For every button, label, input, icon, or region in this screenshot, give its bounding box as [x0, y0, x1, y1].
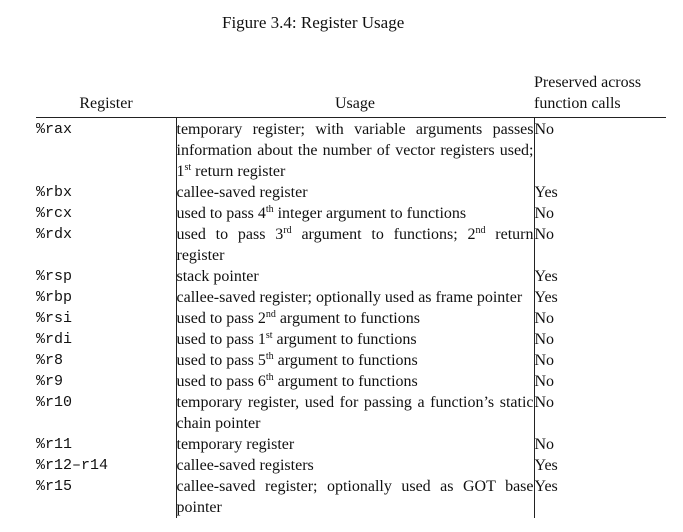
table-row — [36, 476, 666, 518]
usage-text: used to pass 5 — [176, 352, 266, 369]
register-name: %r8 — [36, 350, 176, 371]
register-name: %rbx — [36, 182, 176, 203]
ordinal-suffix: nd — [475, 225, 486, 236]
ordinal-suffix: rd — [283, 225, 292, 236]
preserved-value: No — [534, 331, 555, 348]
usage-text: callee-saved register — [176, 184, 308, 201]
register-name: %rax — [36, 118, 176, 183]
ordinal-suffix: st — [265, 330, 273, 341]
preserved-value: No — [534, 373, 555, 390]
header-preserved-line1: Preserved across — [534, 74, 642, 91]
register-name: %r10 — [36, 392, 176, 434]
ordinal-suffix: st — [184, 162, 192, 173]
preserved-value: Yes — [534, 478, 558, 495]
register-usage — [176, 266, 534, 287]
preserved-value: No — [534, 205, 555, 222]
register-usage — [176, 287, 534, 308]
usage-text: used to pass 2 — [176, 310, 266, 327]
register-usage — [176, 118, 534, 183]
usage-text: argument to functions — [275, 310, 420, 327]
preserved-value: No — [534, 352, 555, 369]
usage-text: used to pass 1 — [176, 331, 266, 348]
preserved-value: Yes — [534, 289, 558, 306]
table-row — [36, 455, 666, 476]
header-usage: Usage — [176, 72, 534, 118]
register-name: %r15 — [36, 476, 176, 518]
register-usage-table — [36, 72, 666, 518]
usage-text: return register — [176, 226, 534, 264]
table-row — [36, 392, 666, 434]
usage-text: used to pass 3 — [176, 226, 284, 243]
register-usage — [176, 392, 534, 434]
figure-caption: Figure 3.4: Register Usage — [222, 13, 405, 32]
register-name: %r11 — [36, 434, 176, 455]
register-name: %rbp — [36, 287, 176, 308]
usage-text: temporary register, used for passing a function’s static chain pointer — [176, 394, 534, 432]
table-row — [36, 350, 666, 371]
header-row — [36, 72, 666, 118]
register-name: %rsp — [36, 266, 176, 287]
register-usage — [176, 203, 534, 224]
register-usage — [176, 224, 534, 266]
table-row — [36, 266, 666, 287]
register-name: %r9 — [36, 371, 176, 392]
usage-text: integer argument to functions — [273, 205, 467, 222]
table-row — [36, 371, 666, 392]
usage-text: used to pass 4 — [176, 205, 266, 222]
usage-text: callee-saved register; optionally used as GOT base pointer — [176, 478, 534, 516]
preserved-value: No — [534, 310, 555, 327]
preserved-value: Yes — [534, 184, 558, 201]
register-usage — [176, 434, 534, 455]
register-usage — [176, 182, 534, 203]
table-header — [36, 72, 666, 118]
register-name: %r12–r14 — [36, 455, 176, 476]
register-usage — [176, 329, 534, 350]
header-preserved — [534, 72, 666, 118]
usage-text: return register — [191, 163, 286, 180]
register-usage — [176, 308, 534, 329]
header-register: Register — [36, 72, 176, 118]
table-row — [36, 287, 666, 308]
preserved-value: No — [534, 226, 555, 243]
register-usage — [176, 455, 534, 476]
register-name: %rdx — [36, 224, 176, 266]
usage-text: used to pass 6 — [176, 373, 266, 390]
table-row — [36, 182, 666, 203]
preserved-value: No — [534, 394, 555, 411]
ordinal-suffix: th — [265, 351, 274, 362]
usage-text: argument to functions — [272, 331, 417, 348]
usage-text: callee-saved registers — [176, 457, 314, 474]
usage-text: argument to functions; 2 — [291, 226, 476, 243]
table-row — [36, 434, 666, 455]
usage-text: argument to functions — [273, 373, 418, 390]
preserved-value: No — [534, 121, 555, 138]
usage-text: temporary register; with variable arguments passes information about the number of vector registers used; 1 — [176, 121, 534, 180]
table-row — [36, 224, 666, 266]
register-usage — [176, 476, 534, 518]
usage-text: argument to functions — [273, 352, 418, 369]
preserved-value: No — [534, 436, 555, 453]
register-name: %rsi — [36, 308, 176, 329]
usage-text: stack pointer — [176, 268, 259, 285]
table-row — [36, 203, 666, 224]
table-row — [36, 329, 666, 350]
register-usage — [176, 371, 534, 392]
table-row — [36, 118, 666, 183]
usage-text: callee-saved register; optionally used as frame pointer — [176, 289, 523, 306]
ordinal-suffix: th — [265, 204, 274, 215]
register-name: %rcx — [36, 203, 176, 224]
table-row — [36, 308, 666, 329]
ordinal-suffix: th — [265, 372, 274, 383]
header-preserved-line2: function calls — [534, 95, 621, 112]
table-body — [36, 118, 666, 519]
ordinal-suffix: nd — [265, 309, 276, 320]
preserved-value: Yes — [534, 457, 558, 474]
register-usage — [176, 350, 534, 371]
usage-text: temporary register — [176, 436, 295, 453]
register-name: %rdi — [36, 329, 176, 350]
preserved-value: Yes — [534, 268, 558, 285]
